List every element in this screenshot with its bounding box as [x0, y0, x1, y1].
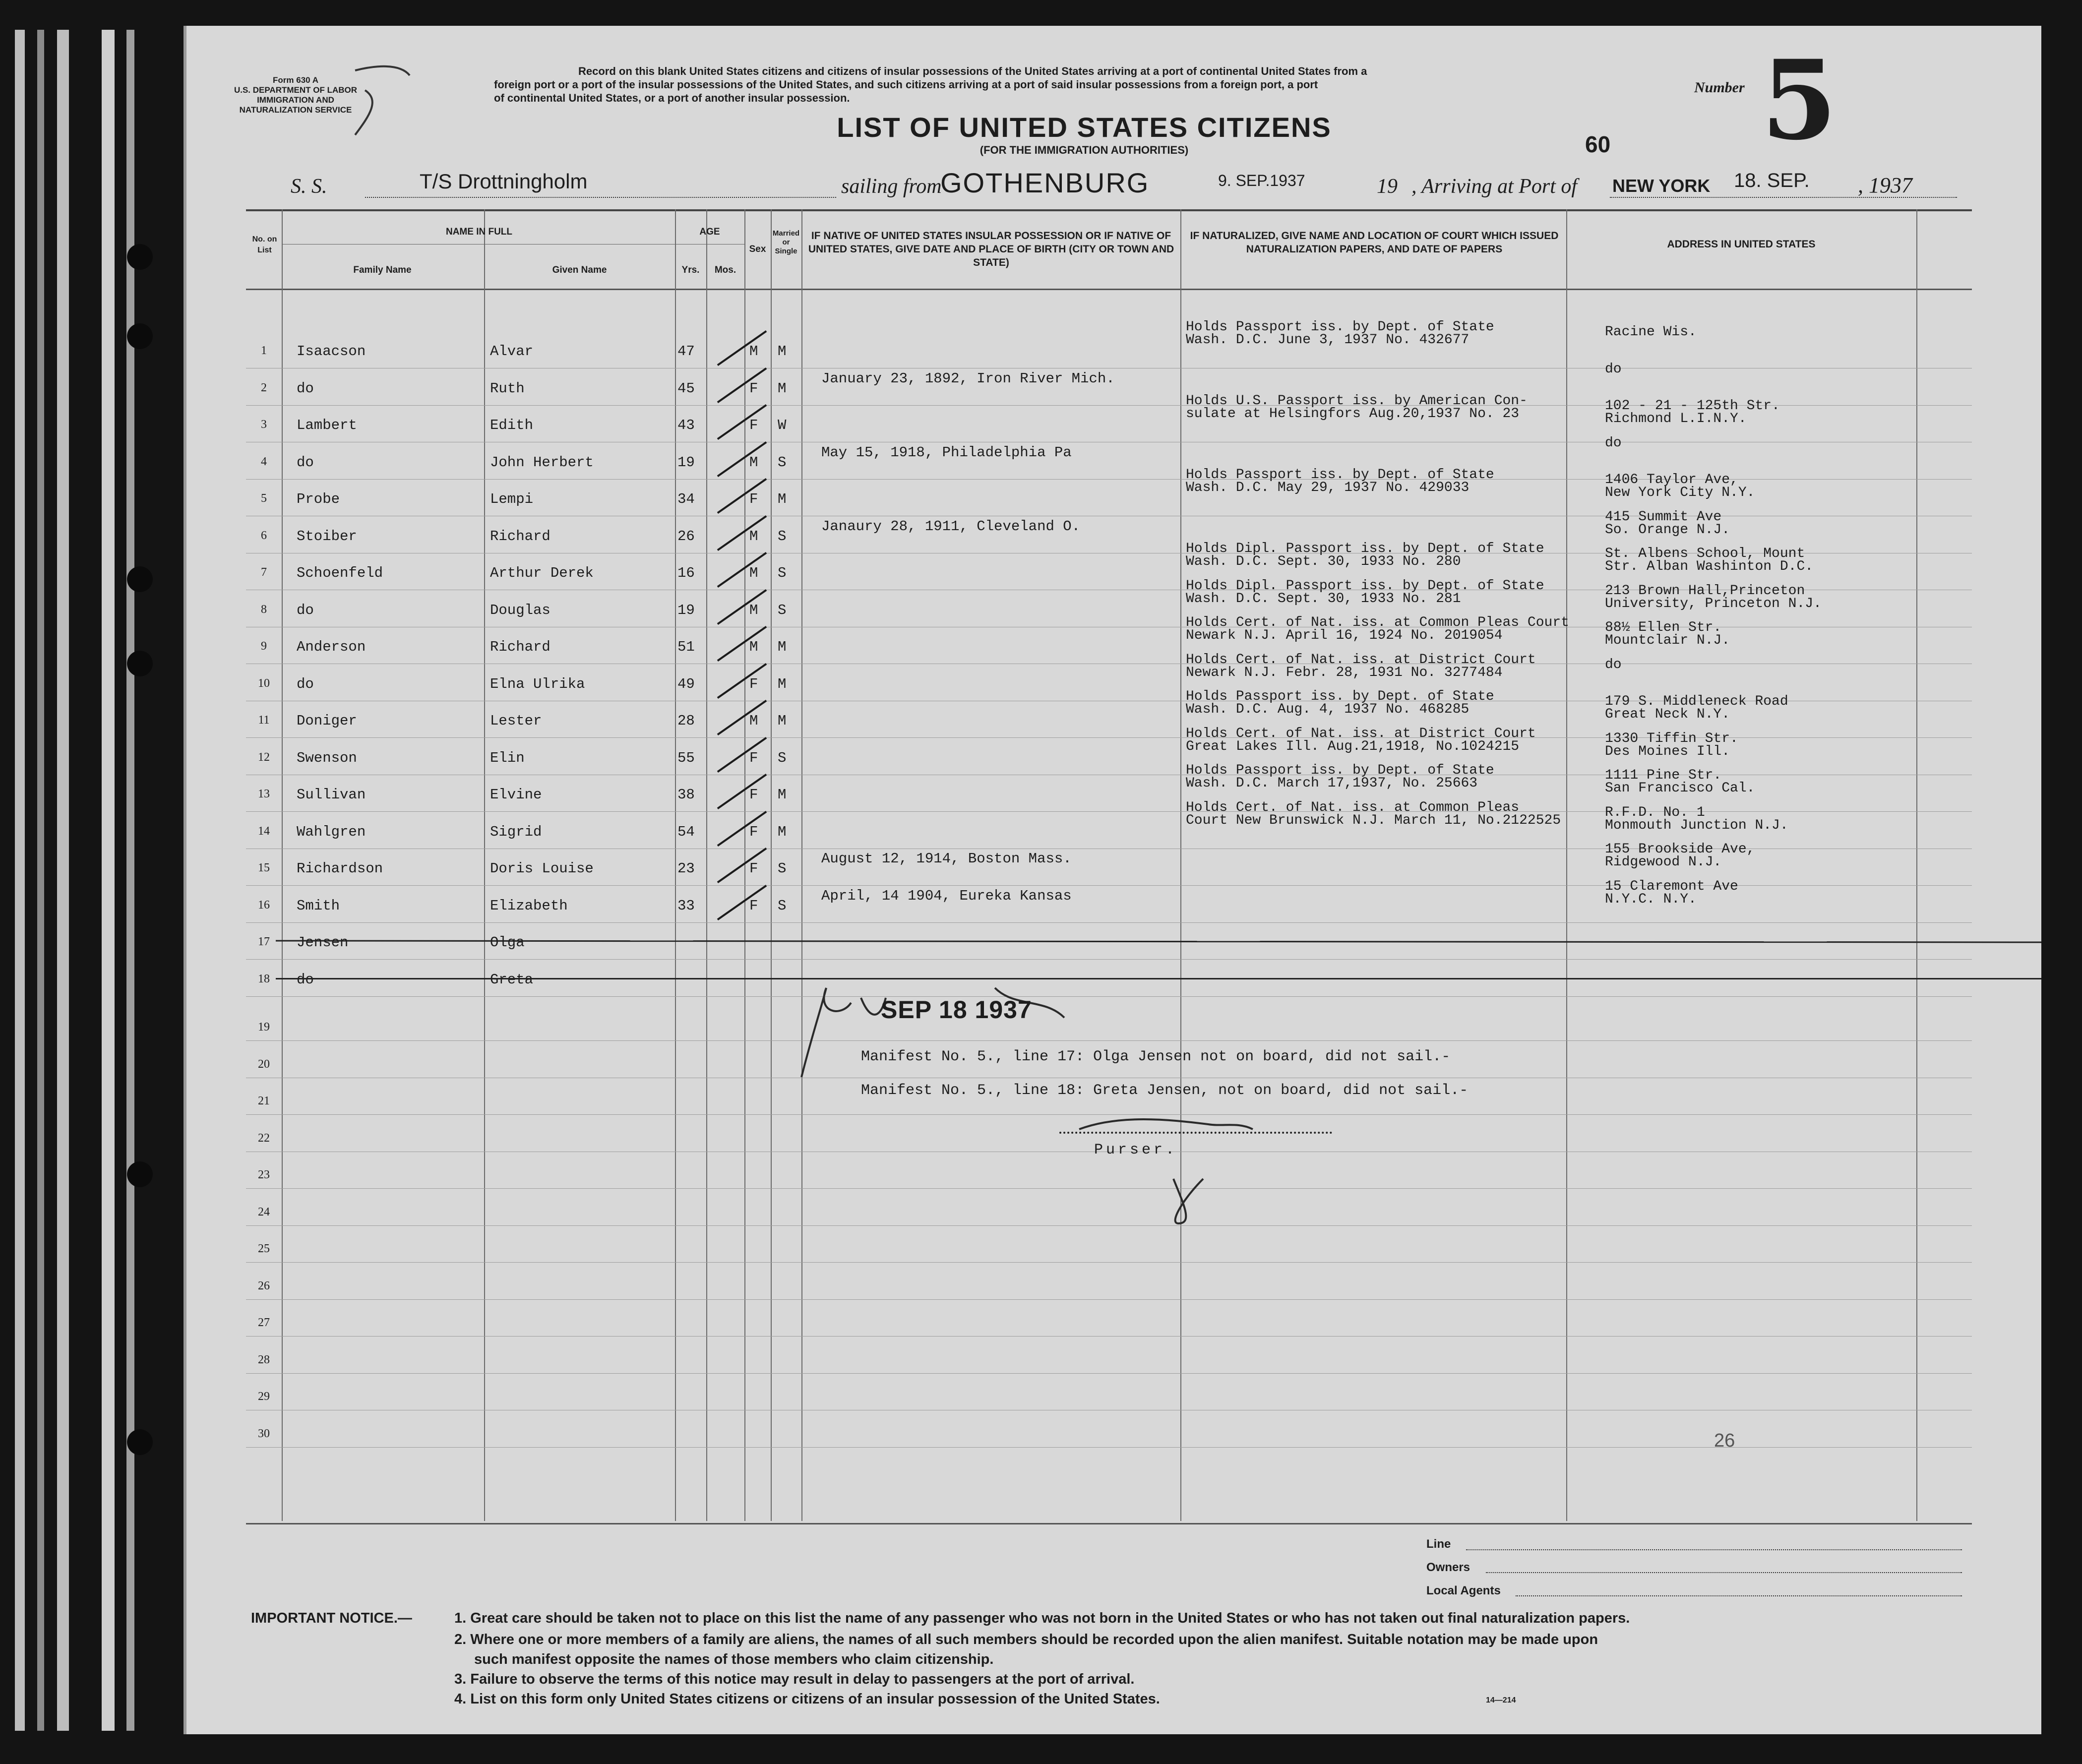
marital-status: M: [778, 639, 787, 655]
row-number: 27: [258, 1316, 270, 1329]
age-years: 51: [677, 639, 695, 655]
sex: F: [749, 897, 758, 914]
address-line: 1330 Tiffin Str.: [1605, 730, 1738, 746]
punch-hole: [127, 323, 153, 349]
age-years: 49: [677, 675, 695, 692]
binder-strip: [15, 30, 25, 1731]
col-name-in-full: NAME IN FULL: [445, 227, 513, 237]
age-years: 23: [677, 860, 695, 877]
row-number: 11: [258, 714, 270, 727]
naturalization-line: Wash. D.C. Aug. 4, 1937 No. 468285: [1186, 702, 1470, 717]
address-line: San Francisco Cal.: [1605, 781, 1755, 796]
given-name: Richard: [490, 639, 551, 655]
handwritten-mark: [335, 61, 415, 145]
department-line: NATURALIZATION SERVICE: [239, 105, 352, 115]
address-line: So. Orange N.J.: [1605, 522, 1730, 538]
address-line: 415 Summit Ave: [1605, 509, 1722, 525]
naturalization-line: Newark N.J. Febr. 28, 1931 No. 3277484: [1186, 665, 1503, 680]
address-line: 1111 Pine Str.: [1605, 768, 1722, 783]
address-line: N.Y.C. N.Y.: [1605, 891, 1697, 907]
binder-strip: [102, 30, 115, 1731]
row-number: 5: [261, 492, 267, 505]
marital-status: M: [778, 787, 787, 803]
purser-signature: [1059, 1104, 1307, 1233]
birth-info: August 12, 1914, Boston Mass.: [821, 851, 1072, 867]
given-name: Elna Ulrika: [490, 675, 585, 692]
sex: M: [749, 713, 758, 729]
age-years: 38: [677, 787, 695, 803]
row-number: 24: [258, 1205, 270, 1218]
age-years: 19: [677, 454, 695, 471]
sailing-label: sailing from: [841, 175, 942, 198]
address-line: Great Neck N.Y.: [1605, 707, 1730, 722]
col-mos: Mos.: [714, 265, 736, 275]
notice-title: IMPORTANT NOTICE.—: [251, 1610, 412, 1626]
age-years: 55: [677, 749, 695, 766]
given-name: Richard: [490, 528, 551, 545]
family-name: do: [297, 454, 314, 471]
naturalization-line: Holds Dipl. Passport iss. by Dept. of State: [1186, 541, 1544, 556]
row-number: 20: [258, 1057, 270, 1071]
naturalization-line: Wash. D.C. Sept. 30, 1933 No. 281: [1186, 591, 1461, 607]
page-count: 60: [1585, 131, 1611, 157]
record-line: Record on this blank United States citizens and citizens of insular possessions of the United States arriving at a port of continental United States from a: [578, 65, 1367, 77]
marital-status: S: [778, 897, 787, 914]
naturalization-line: Great Lakes Ill. Aug.21,1918, No.1024215: [1186, 738, 1520, 754]
signature: [787, 968, 1084, 1092]
age-years: 47: [677, 343, 695, 360]
given-name: Elvine: [490, 787, 542, 803]
address-line: 88½ Ellen Str.: [1605, 620, 1722, 635]
sex: F: [749, 787, 758, 803]
given-name: Ruth: [490, 380, 525, 397]
list-number: 5: [1761, 36, 1837, 164]
arrival-date: 18. SEP.: [1734, 170, 1810, 191]
col-yrs: Yrs.: [681, 265, 700, 275]
address-line: Des Moines Ill.: [1605, 743, 1730, 759]
naturalization-line: Wash. D.C. March 17,1937, No. 25663: [1186, 776, 1478, 791]
sex: F: [749, 749, 758, 766]
col-birth: IF NATIVE OF UNITED STATES INSULAR POSSESSION OR IF NATIVE OF UNITED STATES, GIVE DATE AND PLACE OF BIRTH (CITY OR TOWN AND STATE): [808, 230, 1174, 268]
row-number: 2: [261, 381, 267, 394]
manifest-note: Manifest No. 5., line 18: Greta Jensen, not on board, did not sail.-: [861, 1082, 1469, 1099]
row-number: 26: [258, 1279, 270, 1292]
row-number: 15: [258, 861, 270, 874]
given-name: Elizabeth: [490, 897, 568, 914]
binder-strip: [126, 30, 134, 1731]
sex: F: [749, 491, 758, 507]
naturalization-line: Holds Dipl. Passport iss. by Dept. of State: [1186, 578, 1544, 594]
row-number: 8: [261, 603, 267, 616]
punch-hole: [127, 1161, 153, 1187]
page-mark: 26: [1714, 1430, 1735, 1451]
row-number: 13: [258, 788, 270, 800]
record-instructions: [494, 64, 1803, 105]
col-sex: Sex: [749, 244, 766, 254]
family-name: Schoenfeld: [297, 565, 383, 581]
family-name: Swenson: [297, 749, 357, 766]
family-name: do: [297, 971, 314, 988]
given-name: Doris Louise: [490, 860, 594, 877]
marital-status: S: [778, 528, 787, 545]
row-number: 3: [261, 418, 267, 431]
row-number: 23: [258, 1168, 270, 1181]
marital-status: S: [778, 602, 787, 618]
page-title: LIST OF UNITED STATES CITIZENS: [837, 112, 1332, 143]
purser-label: Purser.: [1094, 1142, 1178, 1158]
agents-label: Local Agents: [1426, 1584, 1501, 1597]
col-naturalized: IF NATURALIZED, GIVE NAME AND LOCATION OF COURT WHICH ISSUED NATURALIZATION PAPERS, AND DATE OF PAPERS: [1190, 230, 1559, 255]
row-number: 29: [258, 1390, 270, 1403]
number-label: Number: [1694, 79, 1745, 96]
address-line: New York City N.Y.: [1605, 485, 1755, 500]
family-name: Isaacson: [297, 343, 366, 360]
col-given-name: Given Name: [552, 265, 607, 275]
birth-info: May 15, 1918, Philadelphia Pa: [821, 444, 1072, 461]
given-name: Lempi: [490, 491, 534, 507]
owners-label: Owners: [1426, 1561, 1470, 1574]
family-name: Stoiber: [297, 528, 357, 545]
given-name: Arthur Derek: [490, 565, 594, 581]
naturalization-line: Holds Passport iss. by Dept. of State: [1186, 763, 1494, 778]
col-no: No. on List: [252, 235, 277, 254]
age-years: 34: [677, 491, 695, 507]
address-line: Monmouth Junction N.J.: [1605, 817, 1788, 833]
form-code: 14—214: [1486, 1696, 1516, 1704]
sex: F: [749, 380, 758, 397]
age-years: 28: [677, 713, 695, 729]
address-line: 179 S. Middleneck Road: [1605, 694, 1788, 709]
family-name: Smith: [297, 897, 340, 914]
given-name: Edith: [490, 417, 534, 433]
address-line: 15 Claremont Ave: [1605, 878, 1738, 894]
sex: F: [749, 417, 758, 433]
naturalization-line: Wash. D.C. May 29, 1937 No. 429033: [1186, 480, 1470, 495]
family-name: Lambert: [297, 417, 357, 433]
manifest-page: [184, 26, 2041, 1734]
address-line: St. Albens School, Mount: [1605, 546, 1805, 561]
row-number: 12: [258, 750, 270, 764]
age-years: 19: [677, 602, 695, 618]
col-family-name: Family Name: [353, 265, 412, 275]
row-number: 30: [258, 1427, 270, 1440]
record-line: of continental United States, or a port of another insular possession.: [494, 92, 850, 104]
col-address: ADDRESS IN UNITED STATES: [1667, 239, 1816, 250]
naturalization-line: Holds Passport iss. by Dept. of State: [1186, 319, 1494, 335]
marital-status: S: [778, 860, 787, 877]
sex: M: [749, 454, 758, 471]
punch-hole: [127, 566, 153, 592]
given-name: Lester: [490, 713, 542, 729]
age-years: 33: [677, 897, 695, 914]
marital-status: S: [778, 565, 787, 581]
naturalization-line: Holds Cert. of Nat. iss. at Common Pleas Court: [1186, 615, 1569, 630]
notice-item: such manifest opposite the names of those members who claim citizenship.: [474, 1651, 994, 1667]
family-name: Doniger: [297, 713, 357, 729]
given-name: Alvar: [490, 343, 534, 360]
given-name: Olga: [490, 934, 525, 951]
family-name: Probe: [297, 491, 340, 507]
naturalization-line: sulate at Helsingfors Aug.20,1937 No. 23: [1186, 406, 1520, 422]
age-years: 45: [677, 380, 695, 397]
marital-status: M: [778, 823, 787, 840]
address-line: R.F.D. No. 1: [1605, 804, 1705, 820]
sex: F: [749, 860, 758, 877]
naturalization-line: Court New Brunswick N.J. March 11, No.2122525: [1186, 812, 1561, 828]
binder-strip: [37, 30, 44, 1731]
arrival-year: , 1937: [1858, 173, 1912, 197]
sex: F: [749, 823, 758, 840]
address-line: University, Princeton N.J.: [1605, 596, 1822, 611]
row-number: 6: [261, 529, 267, 542]
age-years: 16: [677, 565, 695, 581]
family-name: do: [297, 602, 314, 618]
given-name: Elin: [490, 749, 525, 766]
row-number: 7: [261, 566, 267, 579]
departure-date: 9. SEP.1937: [1218, 172, 1305, 189]
given-name: Sigrid: [490, 823, 542, 840]
sex: M: [749, 639, 758, 655]
given-name: Greta: [490, 971, 534, 988]
form-number: Form 630 A: [273, 75, 318, 85]
address-line: Str. Alban Washinton D.C.: [1605, 559, 1814, 574]
given-name: Douglas: [490, 602, 551, 618]
ship-name: T/S Drottningholm: [420, 170, 588, 193]
birth-info: April, 14 1904, Eureka Kansas: [821, 887, 1072, 904]
family-name: Richardson: [297, 860, 383, 877]
row-number: 1: [261, 344, 267, 357]
address-line: 213 Brown Hall,Princeton: [1605, 583, 1805, 599]
col-age: AGE: [699, 227, 720, 237]
naturalization-line: Newark N.J. April 16, 1924 No. 2019054: [1186, 628, 1503, 643]
row-number: 18: [258, 972, 270, 985]
ss-label: S. S.: [291, 175, 327, 198]
row-number: 10: [258, 676, 270, 690]
department-line: U.S. DEPARTMENT OF LABOR: [234, 85, 358, 95]
line-label: Line: [1426, 1537, 1451, 1551]
marital-status: M: [778, 713, 787, 729]
address-line: do: [1605, 361, 1622, 377]
record-line: foreign port or a port of the insular possessions of the United States, and such citizens arriving at a port of said insular possessions from a foreign port, a port: [494, 78, 1318, 91]
marital-status: M: [778, 491, 787, 507]
family-name: do: [297, 380, 314, 397]
marital-status: S: [778, 454, 787, 471]
page-subtitle: (FOR THE IMMIGRATION AUTHORITIES): [980, 144, 1189, 156]
address-line: Mountclair N.J.: [1605, 633, 1730, 648]
strike-line: [276, 978, 2041, 979]
marital-status: W: [778, 417, 787, 433]
address-line: 155 Brookside Ave,: [1605, 842, 1755, 857]
punch-hole: [127, 651, 153, 676]
marital-status: S: [778, 749, 787, 766]
notice-item: 4. List on this form only United States citizens or citizens of an insular possession of the United States.: [454, 1691, 1160, 1707]
address-line: Racine Wis.: [1605, 324, 1697, 340]
address-line: Ridgewood N.J.: [1605, 854, 1722, 870]
date-stamp: SEP 18 1937: [881, 996, 1032, 1024]
binder-strip: [57, 30, 69, 1731]
address-line: do: [1605, 435, 1622, 451]
naturalization-line: Holds Passport iss. by Dept. of State: [1186, 467, 1494, 483]
family-name: do: [297, 675, 314, 692]
sex: M: [749, 565, 758, 581]
naturalization-line: Holds Passport iss. by Dept. of State: [1186, 689, 1494, 704]
arrival-port: NEW YORK: [1612, 176, 1711, 196]
family-name: Wahlgren: [297, 823, 366, 840]
address-line: Richmond L.I.N.Y.: [1605, 411, 1747, 426]
row-number: 9: [261, 640, 267, 653]
department-line: IMMIGRATION AND: [257, 95, 334, 105]
birth-info: January 23, 1892, Iron River Mich.: [821, 370, 1115, 387]
row-number: 4: [261, 455, 267, 468]
naturalization-line: Holds U.S. Passport iss. by American Con-: [1186, 393, 1528, 409]
family-name: Jensen: [297, 934, 349, 951]
marital-status: M: [778, 343, 787, 360]
naturalization-line: Wash. D.C. Sept. 30, 1933 No. 280: [1186, 554, 1461, 569]
col-married-single: Married or Single: [772, 229, 800, 255]
punch-hole: [127, 1429, 153, 1455]
row-number: 19: [258, 1021, 270, 1034]
marital-status: M: [778, 675, 787, 692]
address-line: 102 - 21 - 125th Str.: [1605, 398, 1780, 414]
notice-item: 2. Where one or more members of a family are aliens, the names of all such members should be recorded upon the alien manifest. Suitable notation may be made upon: [454, 1632, 1598, 1647]
age-years: 43: [677, 417, 695, 433]
naturalization-line: Holds Cert. of Nat. iss. at District Court: [1186, 652, 1536, 668]
row-number: 14: [258, 824, 270, 838]
sex: M: [749, 343, 758, 360]
row-number: 21: [258, 1095, 270, 1107]
arriving-label: , Arriving at Port of: [1411, 175, 1578, 198]
sex: M: [749, 602, 758, 618]
notice-item: 3. Failure to observe the terms of this notice may result in delay to passengers at the port of arrival.: [454, 1671, 1135, 1687]
naturalization-line: Wash. D.C. June 3, 1937 No. 432677: [1186, 332, 1470, 348]
row-number: 28: [258, 1353, 270, 1366]
manifest-note: Manifest No. 5., line 17: Olga Jensen not on board, did not sail.-: [861, 1048, 1451, 1065]
naturalization-line: Holds Cert. of Nat. iss. at District Court: [1186, 726, 1536, 741]
address-line: do: [1605, 657, 1622, 672]
row-number: 25: [258, 1242, 270, 1255]
age-years: 26: [677, 528, 695, 545]
row-number: 17: [258, 935, 270, 948]
sex: F: [749, 675, 758, 692]
age-years: 54: [677, 823, 695, 840]
given-name: John Herbert: [490, 454, 594, 471]
row-number: 22: [258, 1131, 270, 1145]
birth-info: Janaury 28, 1911, Cleveland O.: [821, 518, 1081, 535]
family-name: Anderson: [297, 639, 366, 655]
departure-port: GOTHENBURG: [940, 167, 1150, 198]
marital-status: M: [778, 380, 787, 397]
naturalization-line: Holds Cert. of Nat. iss. at Common Pleas: [1186, 799, 1520, 815]
punch-hole: [127, 244, 153, 270]
address-line: 1406 Taylor Ave,: [1605, 472, 1738, 487]
sex: M: [749, 528, 758, 545]
row-number: 16: [258, 898, 270, 912]
notice-item: 1. Great care should be taken not to place on this list the name of any passenger who was not born in the United States or who has not taken out final naturalization papers.: [454, 1610, 1630, 1626]
year-prefix: 19: [1377, 175, 1398, 198]
family-name: Sullivan: [297, 787, 366, 803]
